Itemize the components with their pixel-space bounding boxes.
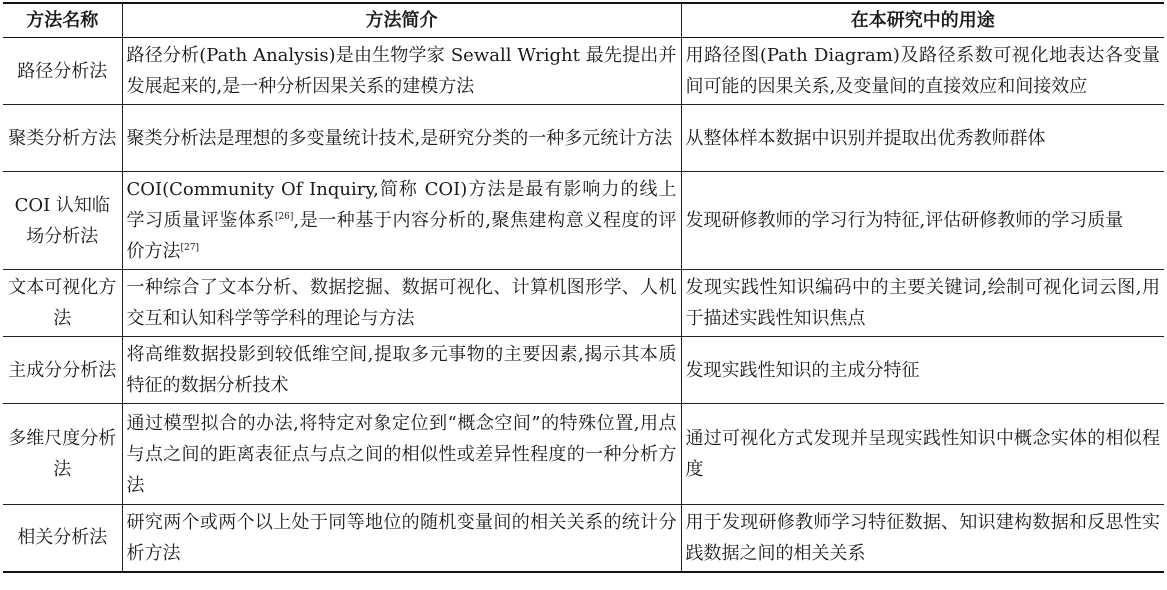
method-name-cell: 文本可视化方法 (3, 270, 122, 337)
citation-ref: [27] (180, 243, 199, 253)
method-usage-cell: 用于发现研修教师学习特征数据、知识建构数据和反思性实践数据之间的相关关系 (681, 505, 1164, 572)
method-intro-cell: 将高维数据投影到较低维空间,提取多元事物的主要因素,揭示其本质特征的数据分析技术 (122, 337, 681, 404)
intro-text-part: COI(Community Of Inquiry,简称 COI)方法是最有影响力的线上学习质量评鉴体系 (126, 179, 677, 231)
method-name-cell: 聚类分析方法 (3, 105, 122, 172)
method-intro-cell (122, 172, 681, 270)
table-row (3, 404, 1164, 505)
method-usage-cell: 发现实践性知识的主成分特征 (681, 337, 1164, 404)
citation-ref: [26] (274, 212, 294, 222)
method-name-cell: 主成分分析法 (3, 337, 122, 404)
table-row (3, 337, 1164, 404)
method-usage-cell: 发现研修教师的学习行为特征,评估研修教师的学习质量 (681, 172, 1164, 270)
table-row (3, 270, 1164, 337)
method-name-cell: 相关分析法 (3, 505, 122, 572)
table-row (3, 105, 1164, 172)
method-usage-cell: 发现实践性知识编码中的主要关键词,绘制可视化词云图,用于描述实践性知识焦点 (681, 270, 1164, 337)
method-name-cell: 多维尺度分析法 (3, 404, 122, 505)
method-intro-cell: 一种综合了文本分析、数据挖掘、数据可视化、计算机图形学、人机交互和认知科学等学科的理论与方法 (122, 270, 681, 337)
intro-text-part: ,是一种基于内容分析的,聚焦建构意义程度的评价方法 (126, 210, 677, 262)
method-intro-cell: 路径分析(Path Analysis)是由生物学家 Sewall Wright 最先提出并发展起来的,是一种分析因果关系的建模方法 (122, 38, 681, 105)
table-header-row (3, 3, 1164, 38)
method-name-cell: COI 认知临场分析法 (3, 172, 122, 270)
method-usage-cell: 用路径图(Path Diagram)及路径系数可视化地表达各变量间可能的因果关系,及变量间的直接效应和间接效应 (681, 38, 1164, 105)
methods-table (3, 2, 1164, 573)
header-method-intro: 方法简介 (122, 3, 681, 38)
table-row (3, 38, 1164, 105)
method-intro-cell: 通过模型拟合的办法,将特定对象定位到“概念空间”的特殊位置,用点与点之间的距离表征点与点之间的相似性或差异性程度的一种分析方法 (122, 404, 681, 505)
method-name-cell: 路径分析法 (3, 38, 122, 105)
header-method-name: 方法名称 (3, 3, 122, 38)
method-usage-cell: 从整体样本数据中识别并提取出优秀教师群体 (681, 105, 1164, 172)
method-intro-cell: 聚类分析法是理想的多变量统计技术,是研究分类的一种多元统计方法 (122, 105, 681, 172)
table-row (3, 505, 1164, 572)
method-intro-cell: 研究两个或两个以上处于同等地位的随机变量间的相关关系的统计分析方法 (122, 505, 681, 572)
method-usage-cell: 通过可视化方式发现并呈现实践性知识中概念实体的相似程度 (681, 404, 1164, 505)
header-method-usage: 在本研究中的用途 (681, 3, 1164, 38)
table-row (3, 172, 1164, 270)
